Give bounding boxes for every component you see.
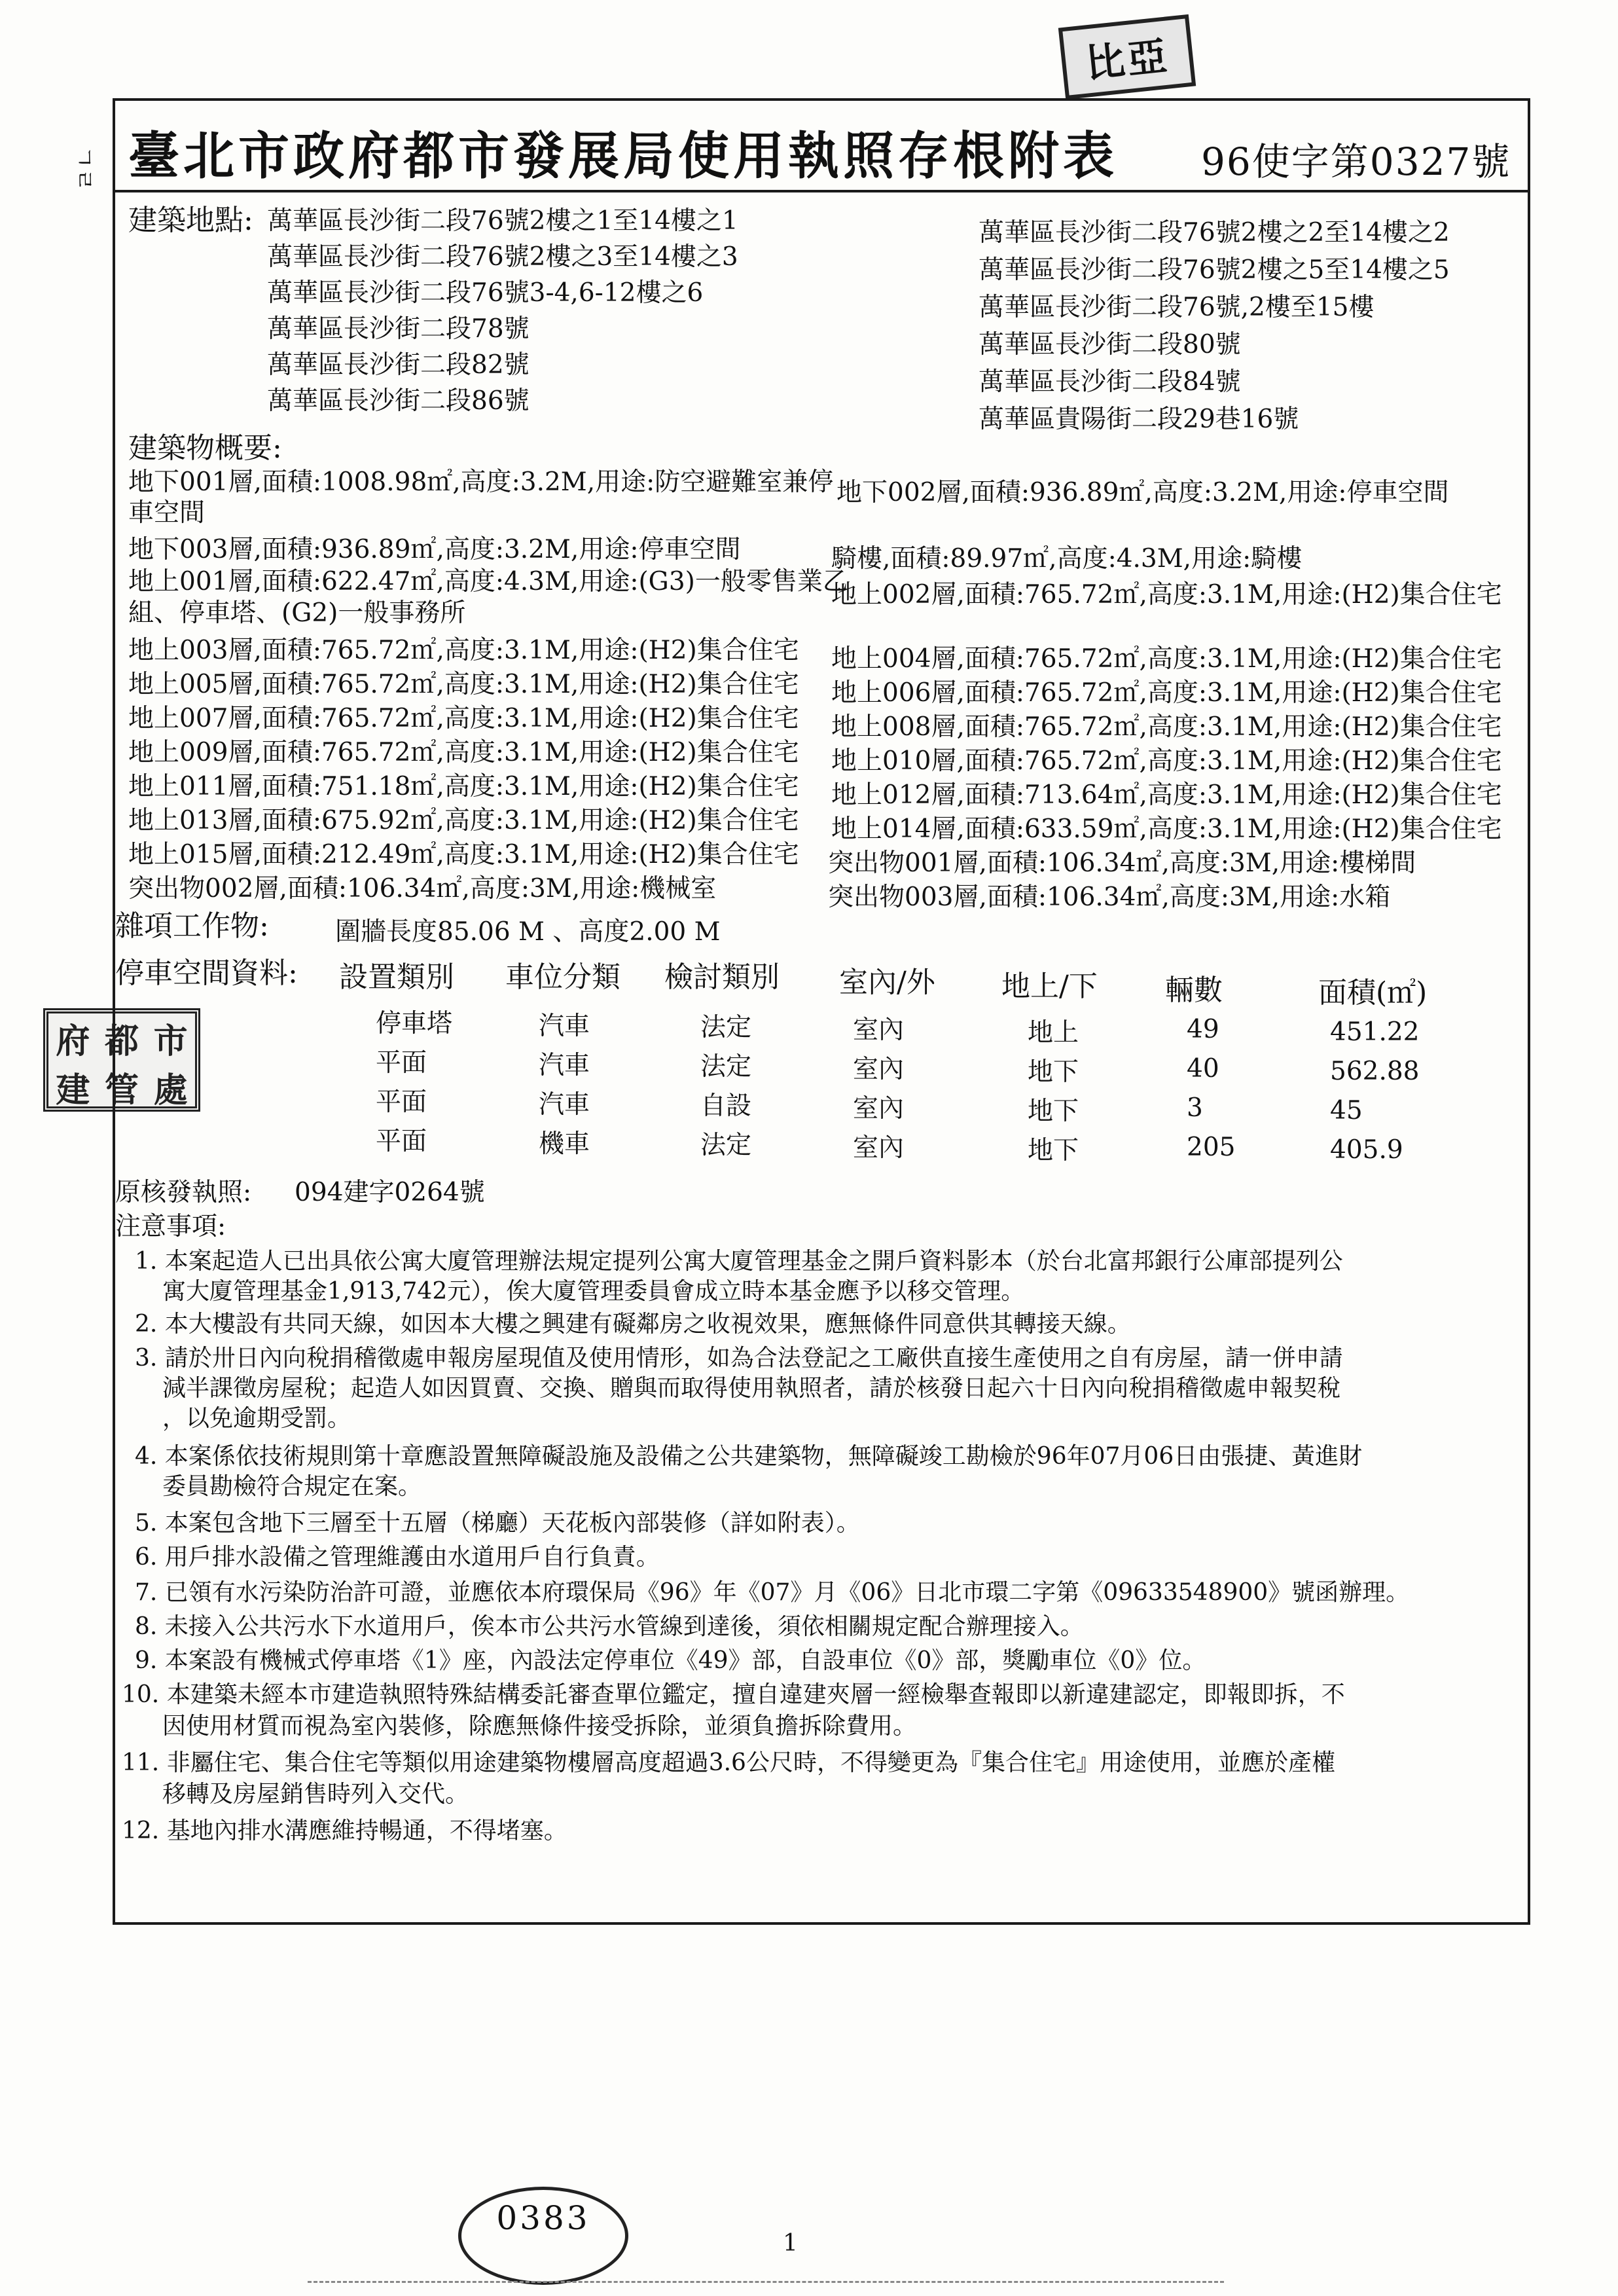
overview-item-left: 車空間	[128, 498, 206, 528]
overview-item-right: 地下002層,面積:936.89㎡,高度:3.2M,用途:停車空間	[836, 478, 1449, 507]
overview-label: 建築物概要:	[128, 431, 282, 465]
note-item: 3. 請於卅日內向稅捐稽徵處申報房屋現值及使用情形，如為合法登記之工廠供直接生產使用之自有房屋，請一併申請	[135, 1345, 1343, 1372]
parking-cell: 汽車	[539, 1051, 590, 1080]
note-item: 10. 本建築未經本市建造執照特殊結構委託審查單位鑑定，擅自違建夾層一經檢舉查報即以新違建認定，即報即拆，不	[122, 1681, 1345, 1708]
overview-item-right: 突出物001層,面積:106.34㎡,高度:3M,用途:樓梯間	[828, 848, 1416, 878]
parking-col-header: 室內/外	[839, 966, 935, 999]
overview-item-left: 地上005層,面積:765.72㎡,高度:3.1M,用途:(H2)集合住宅	[128, 670, 799, 699]
site-address-right: 萬華區長沙街二段76號2樓之2至14樓之2	[979, 218, 1450, 247]
overview-item-left: 突出物002層,面積:106.34㎡,高度:3M,用途:機械室	[128, 874, 717, 903]
overview-item-right: 地上010層,面積:765.72㎡,高度:3.1M,用途:(H2)集合住宅	[831, 746, 1502, 776]
parking-cell: 地下	[1028, 1136, 1079, 1165]
note-item-cont: 寓大廈管理基金1,913,742元），俟大廈管理委員會成立時本基金應予以移交管理。	[162, 1278, 1025, 1305]
note-item: 6. 用戶排水設備之管理維護由水道用戶自行負責。	[135, 1544, 660, 1571]
overview-item-right: 地上006層,面積:765.72㎡,高度:3.1M,用途:(H2)集合住宅	[831, 678, 1502, 708]
overview-item-right: 地上008層,面積:765.72㎡,高度:3.1M,用途:(H2)集合住宅	[831, 712, 1502, 742]
overview-item-left: 地上001層,面積:622.47㎡,高度:4.3M,用途:(G3)一般零售業乙	[128, 567, 848, 596]
seal-char: 都	[104, 1021, 139, 1061]
note-item: 7. 已領有水污染防治許可證，並應依本府環保局《96》年《07》月《06》日北市環二字第《09633548900》號函辦理。	[135, 1579, 1410, 1606]
parking-cell: 562.88	[1330, 1057, 1420, 1086]
note-item: 1. 本案起造人已出具依公寓大廈管理辦法規定提列公寓大廈管理基金之開戶資料影本（於台北富邦銀行公庫部提列公	[135, 1248, 1343, 1275]
overview-item-right: 騎樓,面積:89.97㎡,高度:4.3M,用途:騎樓	[831, 544, 1303, 574]
note-item-cont: 委員勘檢符合規定在案。	[162, 1473, 422, 1500]
parking-cell: 停車塔	[376, 1009, 453, 1038]
notes-label: 注意事項:	[115, 1212, 226, 1241]
overview-item-left: 地上013層,面積:675.92㎡,高度:3.1M,用途:(H2)集合住宅	[128, 806, 799, 835]
overview-item-left: 組、停車塔、(G2)一般事務所	[128, 598, 466, 628]
parking-col-header: 檢討類別	[664, 960, 780, 994]
parking-cell: 室內	[853, 1094, 905, 1123]
scan-artifact-line	[308, 2281, 1224, 2283]
site-address-left: 萬華區長沙街二段82號	[267, 350, 530, 380]
parking-cell: 45	[1330, 1096, 1363, 1125]
parking-cell: 汽車	[539, 1011, 590, 1041]
site-address-right: 萬華區貴陽街二段29巷16號	[979, 405, 1299, 434]
note-item-cont: ，以免逾期受罰。	[162, 1405, 351, 1432]
original-permit-value: 094建字0264號	[295, 1178, 485, 1207]
parking-cell: 法定	[700, 1131, 752, 1160]
parking-cell: 室內	[853, 1133, 905, 1163]
parking-cell: 平面	[376, 1127, 427, 1156]
seal-char: 建	[56, 1070, 90, 1110]
parking-col-header: 設置類別	[339, 960, 454, 994]
top-stamp: 比亞	[1058, 14, 1196, 100]
parking-col-header: 輛數	[1165, 974, 1223, 1007]
overview-item-left: 地上003層,面積:765.72㎡,高度:3.1M,用途:(H2)集合住宅	[128, 636, 799, 665]
permit-number: 96使字第0327號	[1201, 139, 1511, 184]
parking-cell: 法定	[700, 1052, 752, 1082]
site-address-right: 萬華區長沙街二段80號	[979, 330, 1241, 359]
site-address-left: 萬華區長沙街二段76號2樓之1至14樓之1	[267, 206, 738, 236]
parking-cell: 法定	[700, 1013, 752, 1042]
parking-cell: 205	[1187, 1133, 1236, 1162]
overview-item-right: 地上014層,面積:633.59㎡,高度:3.1M,用途:(H2)集合住宅	[831, 814, 1502, 844]
overview-item-right: 地上012層,面積:713.64㎡,高度:3.1M,用途:(H2)集合住宅	[831, 780, 1502, 810]
parking-cell: 平面	[376, 1087, 427, 1117]
site-address-left: 萬華區長沙街二段78號	[267, 314, 530, 344]
note-item-cont: 移轉及房屋銷售時列入交代。	[162, 1781, 469, 1808]
bottom-stamp: 0383	[458, 2187, 628, 2285]
page-title: 臺北市政府都市發展局使用執照存根附表	[128, 126, 1119, 186]
parking-cell: 地下	[1028, 1057, 1079, 1087]
overview-item-left: 地上011層,面積:751.18㎡,高度:3.1M,用途:(H2)集合住宅	[128, 772, 799, 801]
parking-cell: 機車	[539, 1129, 590, 1159]
title-divider	[113, 190, 1530, 192]
site-address-left: 萬華區長沙街二段76號2樓之3至14樓之3	[267, 242, 738, 272]
site-address-right: 萬華區長沙街二段76號2樓之5至14樓之5	[979, 255, 1450, 285]
note-item: 5. 本案包含地下三層至十五層（梯廳）天花板內部裝修（詳如附表）。	[135, 1510, 860, 1537]
note-item-cont: 因使用材質而視為室內裝修，除應無條件接受拆除，並須負擔拆除費用。	[162, 1713, 917, 1740]
note-item: 2. 本大樓設有共同天線，如因本大樓之興建有礙鄰房之收視效果，應無條件同意供其轉接天線。	[135, 1311, 1131, 1338]
seal-char: 市	[153, 1021, 188, 1061]
page-number: 1	[783, 2230, 798, 2257]
site-label: 建築地點:	[128, 204, 253, 237]
parking-cell: 平面	[376, 1048, 427, 1078]
overview-item-right: 突出物003層,面積:106.34㎡,高度:3M,用途:水箱	[828, 883, 1391, 912]
parking-cell: 地下	[1028, 1097, 1079, 1126]
overview-item-left: 地下003層,面積:936.89㎡,高度:3.2M,用途:停車空間	[128, 535, 741, 564]
note-item: 8. 未接入公共污水下水道用戶，俟本市公共污水管線到達後，須依相關規定配合辦理接入。	[135, 1613, 1084, 1640]
parking-cell: 451.22	[1330, 1017, 1420, 1047]
overview-item-right: 地上004層,面積:765.72㎡,高度:3.1M,用途:(H2)集合住宅	[831, 644, 1502, 674]
parking-cell: 自設	[700, 1091, 752, 1121]
parking-col-header: 車位分類	[505, 960, 620, 994]
parking-cell: 室內	[853, 1055, 905, 1084]
original-permit-label: 原核發執照:	[115, 1178, 252, 1207]
note-item: 4. 本案係依技術規則第十章應設置無障礙設施及設備之公共建築物，無障礙竣工勘檢於96年07月06日由張捷、黃進財	[135, 1443, 1363, 1470]
note-item: 11. 非屬住宅、集合住宅等類似用途建築物樓層高度超過3.6公尺時，不得變更為『集合住宅』用途使用，並應於產權	[122, 1749, 1335, 1776]
note-item-cont: 減半課徵房屋稅；起造人如因買賣、交換、贈與而取得使用執照者，請於核發日起六十日內向稅捐稽徵處申報契稅	[162, 1375, 1341, 1402]
overview-item-left: 地下001層,面積:1008.98㎡,高度:3.2M,用途:防空避難室兼停	[128, 467, 834, 497]
overview-item-left: 地上015層,面積:212.49㎡,高度:3.1M,用途:(H2)集合住宅	[128, 840, 799, 869]
site-address-right: 萬華區長沙街二段84號	[979, 367, 1241, 397]
parking-label: 停車空間資料:	[115, 957, 298, 990]
parking-col-header: 面積(㎡)	[1318, 976, 1428, 1010]
note-item: 9. 本案設有機械式停車塔《1》座，內設法定停車位《49》部，自設車位《0》部，獎勵車位《0》位。	[135, 1647, 1206, 1674]
margin-mark: ㄱㄹ	[70, 145, 98, 192]
site-address-left: 萬華區長沙街二段76號3-4,6-12樓之6	[267, 278, 704, 308]
parking-cell: 汽車	[539, 1090, 590, 1120]
misc-value: 圍牆長度85.06 M 、高度2.00 M	[335, 917, 721, 947]
site-address-left: 萬華區長沙街二段86號	[267, 386, 530, 416]
parking-cell: 室內	[853, 1015, 905, 1045]
seal-char: 處	[153, 1070, 188, 1110]
overview-item-left: 地上009層,面積:765.72㎡,高度:3.1M,用途:(H2)集合住宅	[128, 738, 799, 767]
misc-label: 雜項工作物:	[115, 909, 269, 943]
site-address-right: 萬華區長沙街二段76號,2樓至15樓	[979, 293, 1375, 322]
seal-char: 管	[104, 1070, 139, 1110]
overview-item-right: 地上002層,面積:765.72㎡,高度:3.1M,用途:(H2)集合住宅	[831, 580, 1502, 610]
parking-col-header: 地上/下	[1001, 970, 1098, 1003]
parking-cell: 地上	[1028, 1018, 1079, 1048]
overview-item-left: 地上007層,面積:765.72㎡,高度:3.1M,用途:(H2)集合住宅	[128, 704, 799, 733]
seal-char: 府	[56, 1021, 90, 1061]
parking-cell: 405.9	[1330, 1135, 1403, 1165]
parking-cell: 49	[1187, 1015, 1219, 1044]
parking-cell: 40	[1187, 1054, 1219, 1084]
parking-cell: 3	[1187, 1093, 1203, 1123]
note-item: 12. 基地內排水溝應維持暢通，不得堵塞。	[122, 1817, 567, 1844]
